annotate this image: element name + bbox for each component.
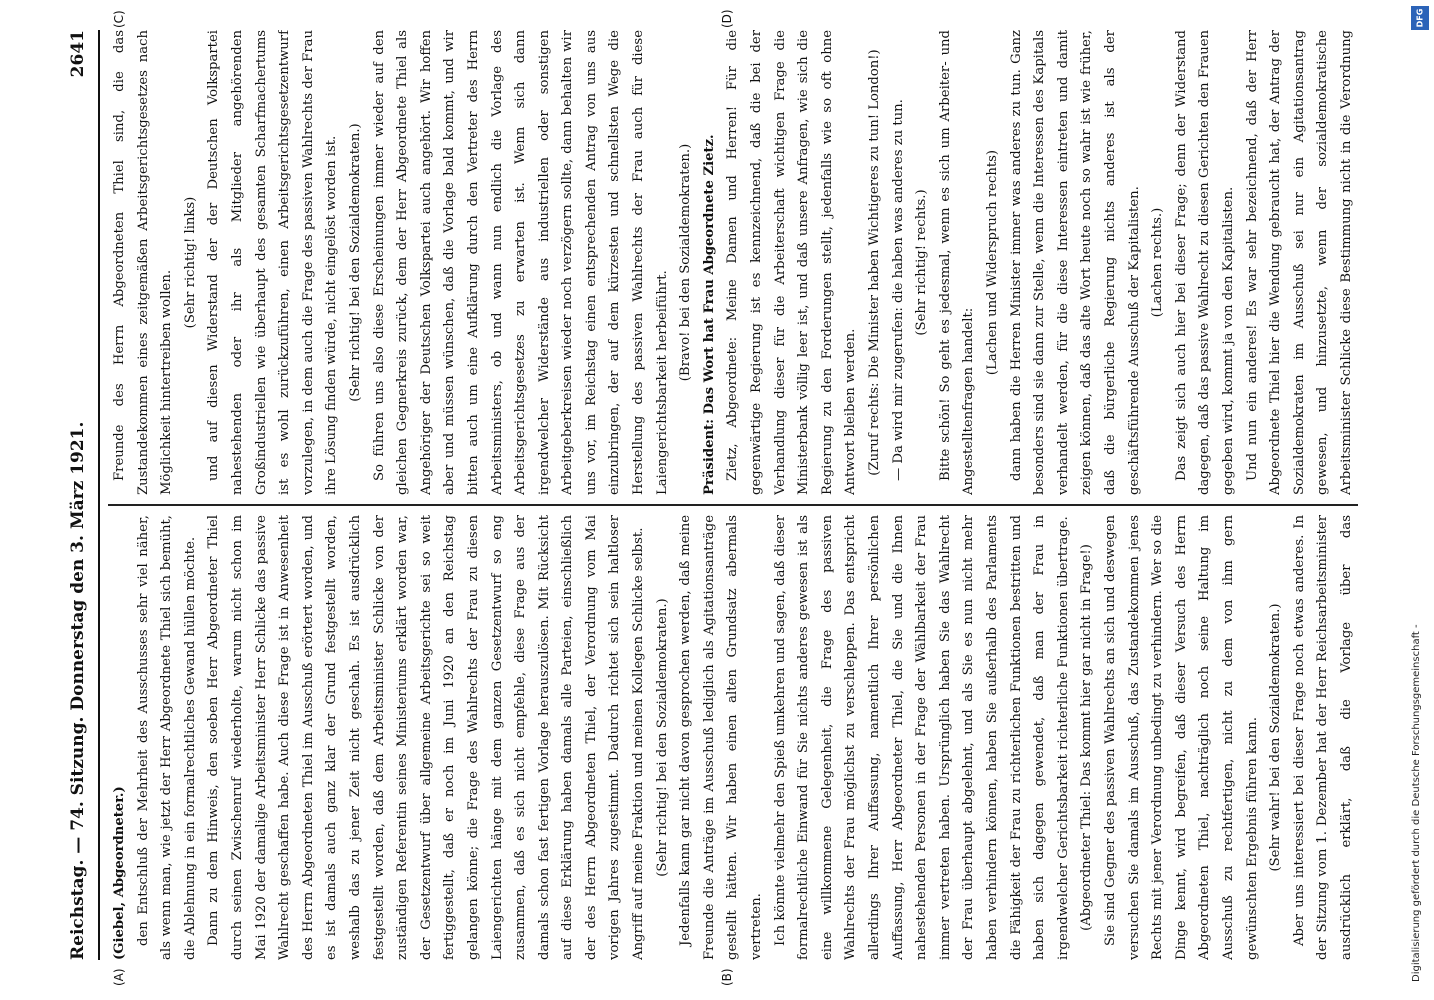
paragraph: Aber uns interessiert bei dieser Frage noch etwas anderes. In der Sitzung vom 1. Dezember hat der Herr Reichsarbeitsminister ausdrücklich erklärt, daß die Vorlage über das — [1291, 515, 1354, 960]
margin-marker-c: (C) — [112, 10, 126, 28]
paragraph: Das zeigt sich auch hier bei dieser Frage; denn der Widerstand dagegen, daß das passive Wahlrecht zu diesen Gerichten den Frauen gegeben wird, kommt ja von den Kapitalisten. — [1173, 30, 1236, 495]
page-header — [62, 30, 100, 960]
margin-marker-a: (A) — [112, 968, 126, 986]
interjection: (Lachen rechts.) — [1150, 207, 1166, 318]
page-number: 2641 — [68, 30, 88, 78]
margin-marker-b: (B) — [720, 968, 734, 986]
interjection: (Sehr wahr! bei den Sozialdemokraten.) — [1268, 603, 1284, 872]
margin-marker-d: (D) — [720, 9, 734, 28]
digitization-note: Digitalisierung gefördert durch die Deutsche Forschungsgemeinschaft - — [1411, 624, 1422, 982]
paragraph: Bitte schön! So geht es jedesmal, wenn es sich um Arbeiter- und Angestelltenfragen handelt: — [937, 30, 977, 495]
paragraph: Zietz, Abgeordnete: Meine Damen und Herren! Für die gegenwärtige Regierung ist es kennzeichnend, daß die bei der Verhandlung dieser für die Arbeiterschaft wichtigen Frage die Ministerbank völlig leer ist, und daß unsere Anfragen, wie sich die Regierung zu den Forderungen stellt, jedenfalls wie so oft ohne Antwort bleiben werden. — [725, 30, 859, 495]
speaker-line: Präsident: Das Wort hat Frau Abgeordnete Zietz. — [701, 134, 717, 495]
paragraph: Und nun ein anderes! Es war sehr bezeichnend, daß der Herr Abgeordnete Thiel hier die Wendung gebraucht hat, der Antrag der Sozialdemokraten im Ausschuß sei nur ein Agitationsantrag gewesen, und hinzusetzte, wenn der sozialdemokratische Arbeitsminister Schlicke diese Bestimmung nicht in die Verordnung — [1244, 30, 1354, 495]
paragraph: — Da wird mir zugerufen: die haben was anderes zu tun. — [890, 99, 906, 481]
paragraph: den Entschluß der Mehrheit des Ausschusses sehr viel näher, als wenn man, wie jetzt der Herr Abgeordnete Thiel sich bemüht, die Ablehnung in ein formalrechtliches Gewand hüllen möchte. — [135, 515, 198, 960]
paragraph: Sie sind Gegner des passiven Wahlrechts an sich und deswegen versuchen Sie damals im Ausschuß, das Zustandekommen jenes Rechts mit jener Verordnung unbedingt zu verhindern. Wer so die Dinge kennt, wird begreifen, daß dieser Versuch des Herrn Abgeordneten Thiel, nachträglich noch seine Haltung im Ausschuß zu rechtfertigen, nicht zu dem von ihm gern gewünschten Ergebnis führen kann. — [1102, 515, 1260, 960]
paragraph: So führen uns also diese Erscheinungen immer wieder auf den gleichen Gegnerkreis zurück, dem der Herr Abgeordnete Thiel als Angehöriger der Deutschen Volkspartei auch angehört. Wir hoffen aber und müssen wünschen, daß die Vorlage bald kommt, und wir bitten auch um eine Aufklärung durch den Vertreter des Herrn Arbeitsministers, ob und wann nun endlich die Vorlage des Arbeitsgerichtsgesetzes zu erwarten ist. Wenn sich dann irgendwelcher Widerstände aus industriellen oder sonstigen Arbeitgeberkreisen wieder noch verzögern sollte, dann behalten wir uns vor, im Reichstag einen entsprechenden Antrag von uns aus einzubringen, der auf dem kürzesten und schnellsten Wege die Herstellung des passiven Wahlrechts der Frau auch für diese Laiengerichtsbarkeit herbeiführt. — [371, 30, 670, 495]
paragraph: Jedenfalls kann gar nicht davon gesprochen werden, daß meine Freunde die Anträge im Ausschuß lediglich als Agitationsanträge gestellt hätten. Wir haben einen alten Grundsatz abermals vertreten. — [678, 515, 765, 960]
digitization-footer — [1405, 0, 1433, 1000]
paragraph: Dann zu dem Hinweis, den soeben Herr Abgeordneter Thiel durch seinen Zwischenruf wiederholte, warum nicht schon im Mai 1920 der damalige Arbeitsminister Herr Schlicke das passive Wahlrecht geschaffen habe. Auch diese Frage ist in Anwesenheit des Herrn Abgeordneten Thiel im Ausschuß erörtert worden, und es ist damals auch ganz klar der Grund festgestellt worden, weshalb das zu jener Zeit nicht geschah. Es ist ausdrücklich festgestellt worden, daß dem Arbeitsminister Schlicke von der zuständigen Referentin seines Ministeriums erklärt worden war, der Gesetzentwurf über allgemeine Arbeitsgerichte sei so weit fertiggestellt, daß er noch im Juni 1920 an den Reichstag gelangen könne; die Frage des Wahlrechts der Frau zu diesen Laiengerichten hänge mit dem ganzen Gesetzentwurf so eng zusammen, daß es sich nicht empfehle, diese Frage aus der damals schon fast fertigen Vorlage herauszulösen. Mit Rücksicht auf diese Erklärung haben damals alle Parteien, einschließlich der des Herrn Abgeordneten Thiel, der Verordnung vom Mai vorigen Jahres zugestimmt. Dadurch richtet sich sein haltloser Angriff auf meine Fraktion und meinen Kollegen Schlicke selbst. — [206, 515, 647, 960]
header-title: Reichstag. — 74. Sitzung. Donnerstag den 3. März 1921. — [68, 421, 88, 960]
dfg-logo: DFG — [1411, 6, 1429, 30]
column-divider — [108, 504, 1358, 506]
paragraph: Ich könnte vielmehr den Spieß umkehren und sagen, daß dieser formalrechtliche Einwand für Sie nichts anderes gewesen ist als eine willkommene Gelegenheit, die Frage des passiven Wahlrechts der Frau möglichst zu verschleppen. Das entspricht allerdings Ihrer Auffassung, namentlich Ihrer persönlichen Auffassung, Herr Abgeordneter Thiel, die Sie und die Ihnen nahestehenden Personen in der Frage der Wählbarkeit der Frau immer vertreten haben. Ursprünglich haben Sie das Wahlrecht der Frau überhaupt abgelehnt, und als Sie es nun nicht mehr haben verhindern können, haben Sie außerhalb des Parlaments die Fähigkeit der Frau zu richterlichen Funktionen bestritten und haben sich dagegen gewendet, daß man der Frau in irgendwelcher Gerichtsbarkeit richterliche Funktionen übertrage. — [772, 515, 1071, 960]
interjection: (Bravo! bei den Sozialdemokraten.) — [678, 143, 694, 382]
interjection: (Zuruf rechts: Die Minister haben Wichtigeres zu tun! London!) — [867, 49, 882, 476]
paragraph: und auf diesen Widerstand der der Deutschen Volkspartei nahestehenden oder ihr als Mitglieder angehörenden Großindustriellen wie überhaupt des gesamten Scharfmachertums ist es wohl zurückzuführen, einen Arbeitsgerichtsgesetzentwurf vorzulegen, in dem auch die Frage des passiven Wahlrechts der Frau ihre Lösung finden würde, nicht eingelöst worden ist. — [206, 30, 340, 495]
interjection: (Abgeordneter Thiel: Das kommt hier gar nicht in Frage!) — [1079, 544, 1095, 931]
interjection: (Sehr richtig! bei den Sozialdemokraten.) — [654, 598, 670, 877]
paragraph: dann haben die Herren Minister immer was anderes zu tun. Ganz besonders sind sie dann zur Stelle, wenn die Interessen des Kapitals verhandelt werden, für die diese Interessen eintreten und damit zeigen können, daß das alte Wort heute noch so wahr ist wie früher, daß die bürgerliche Regierung nichts anderes ist als der geschäftsführende Ausschuß der Kapitalisten. — [1008, 30, 1142, 495]
interjection: (Lachen und Widerspruch rechts) — [984, 149, 1000, 376]
paragraph: Freunde des Herrn Abgeordneten Thiel sind, die das Zustandekommen eines zeitgemäßen Arbeitsgerichtsgesetzes nach Möglichkeit hintertreiben wollen. — [112, 30, 175, 495]
speaker-line: (Giebel, Abgeordneter.) — [112, 786, 127, 960]
text-column-left — [108, 515, 1358, 960]
interjection: (Sehr richtig! links) — [182, 196, 198, 329]
interjection: (Sehr richtig! bei den Sozialdemokraten.) — [347, 123, 363, 402]
interjection: (Sehr richtig! rechts.) — [914, 189, 930, 336]
text-column-right — [108, 30, 1358, 495]
